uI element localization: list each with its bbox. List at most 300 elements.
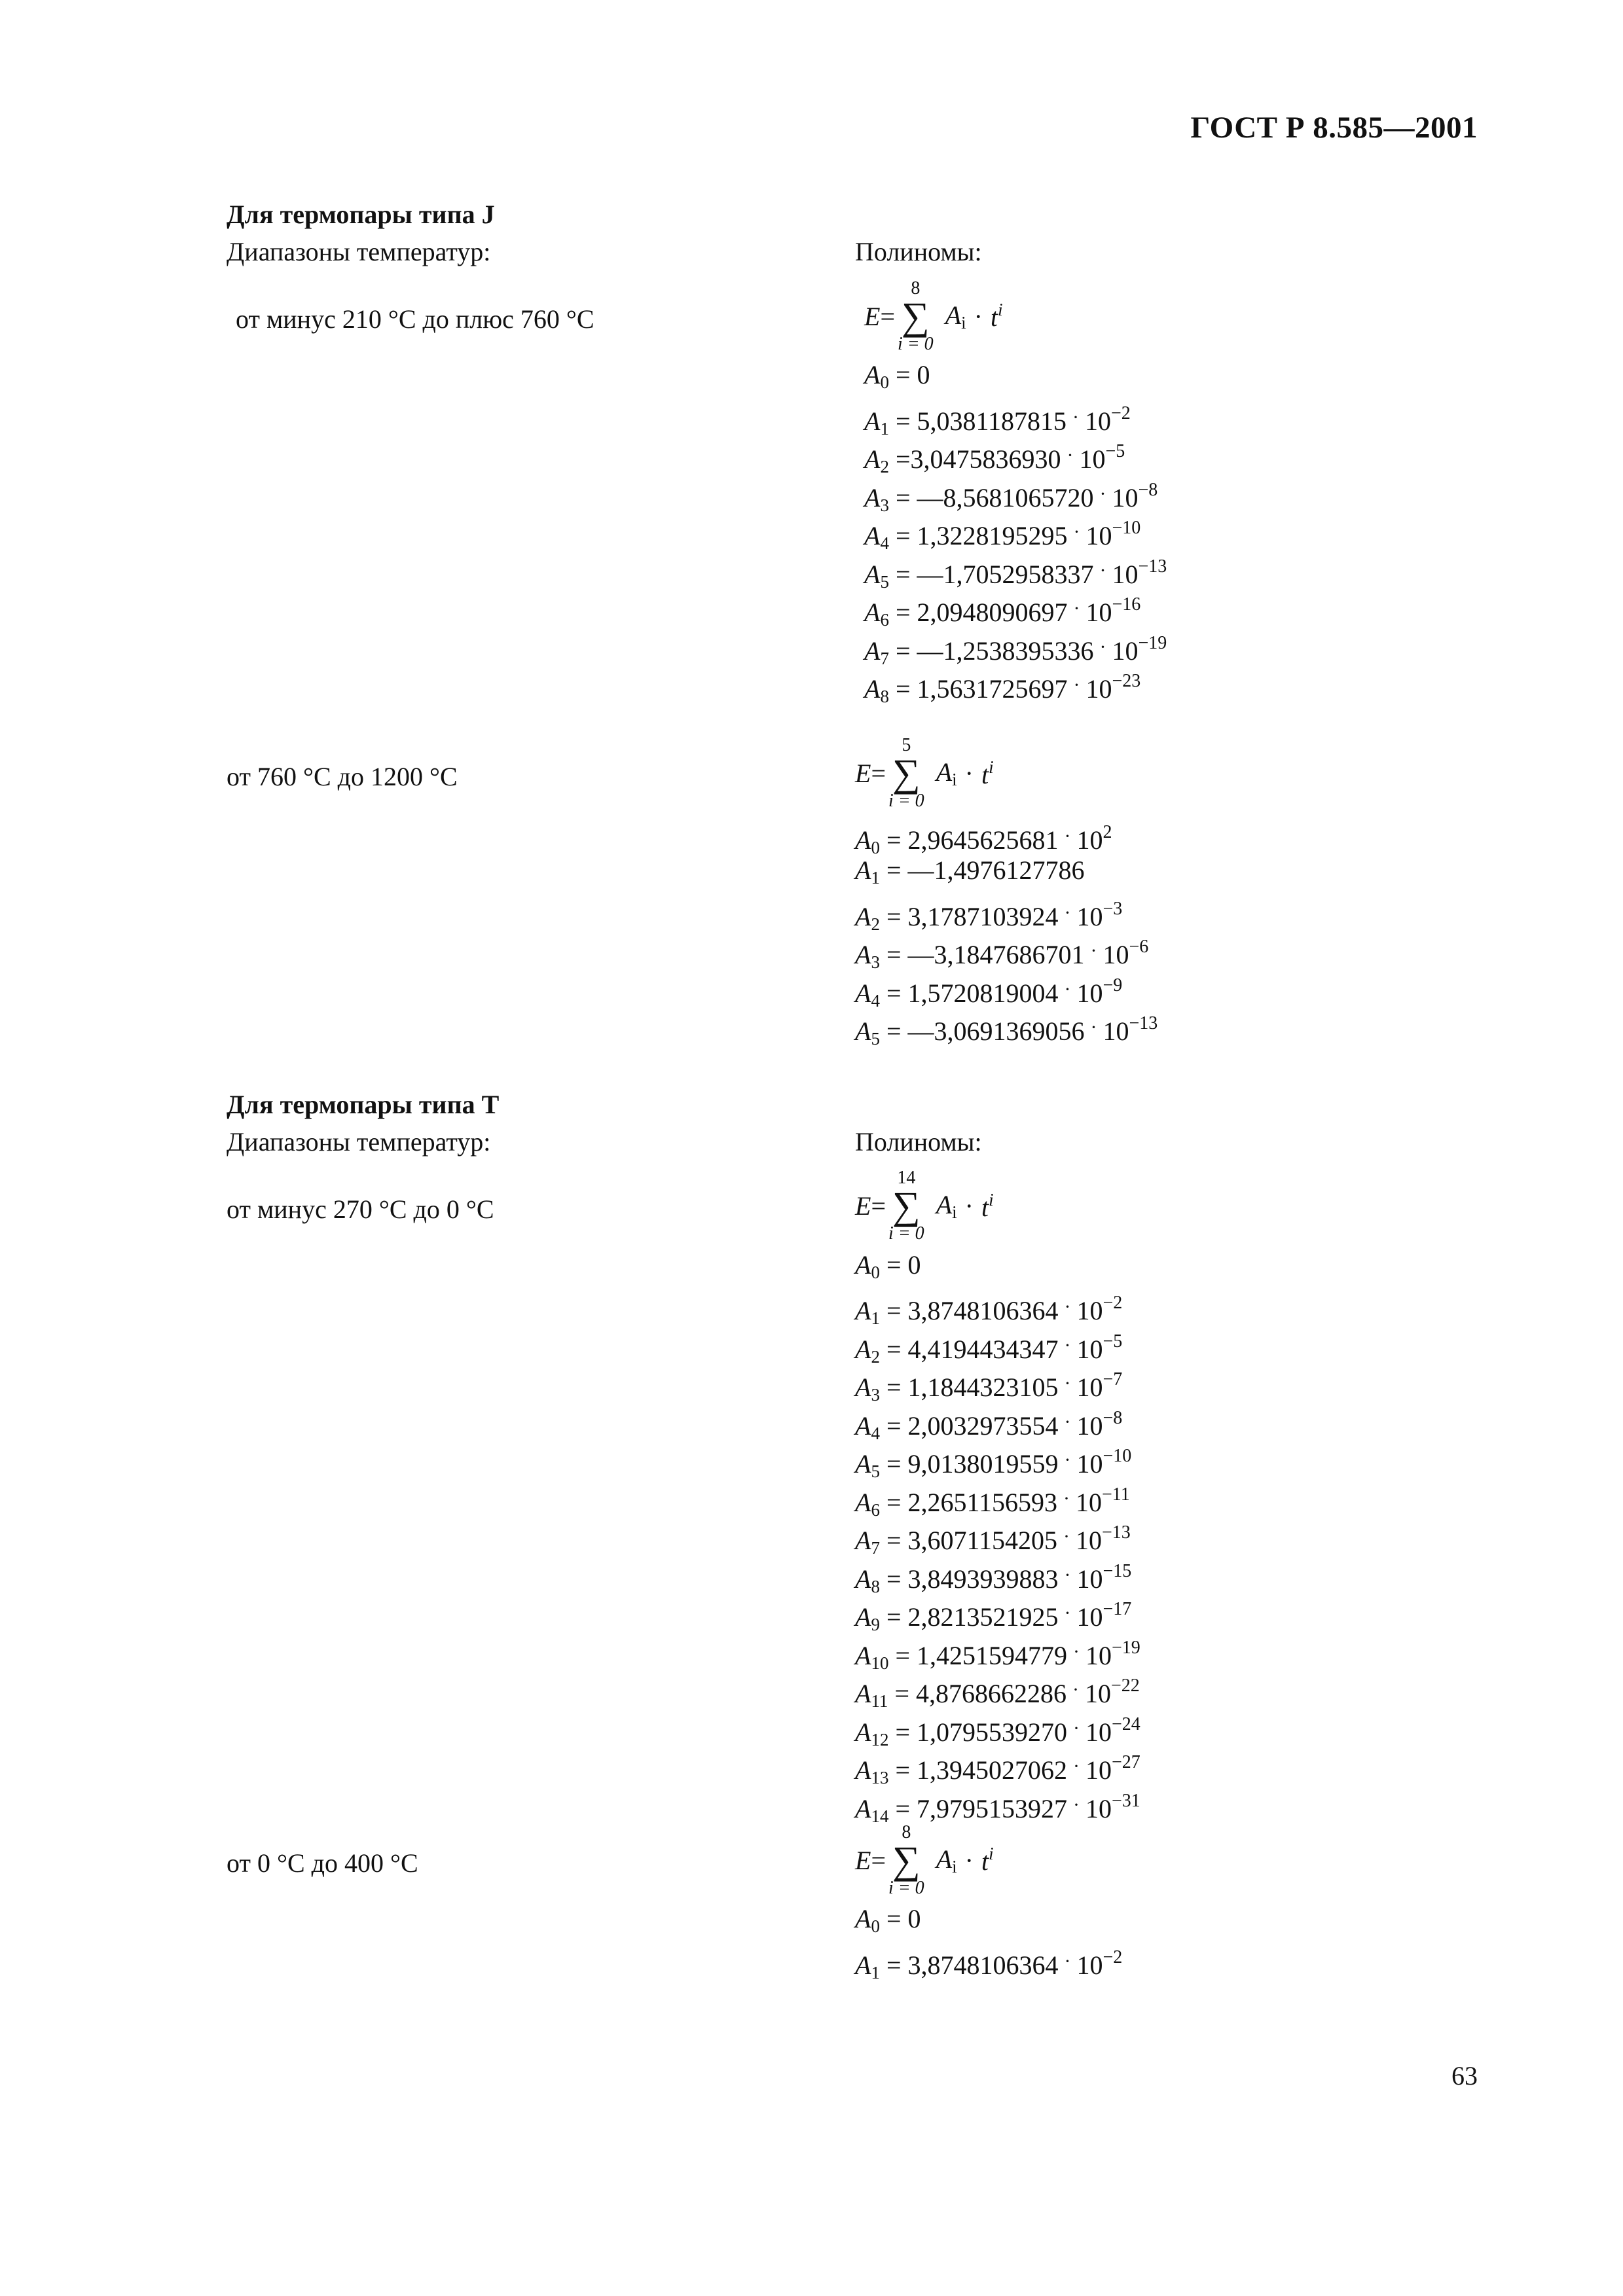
coef-equals: =	[879, 1016, 908, 1046]
section-title: Для термопары типа T	[227, 1089, 500, 1119]
coef-index: 5	[871, 1462, 880, 1481]
temperature-range-row	[227, 734, 1477, 1049]
coef-name: A	[864, 559, 881, 589]
coef-base: 10	[1076, 1296, 1103, 1325]
coef-name: A	[855, 901, 871, 931]
coef-name: A	[855, 1016, 871, 1046]
polynomial-block	[864, 276, 1477, 706]
coefficient-line	[855, 1476, 1477, 1520]
coef-index: 7	[871, 1538, 880, 1558]
coef-base: 10	[1085, 1679, 1111, 1708]
coef-multiply-dot: ·	[1064, 1602, 1071, 1624]
sigma-glyph: ∑	[901, 294, 930, 338]
term-t	[981, 1844, 994, 1876]
coef-index: 5	[871, 1029, 880, 1049]
coef-name: A	[855, 1793, 871, 1823]
coef-multiply-dot: ·	[1073, 598, 1080, 619]
coef-base: 10	[1076, 978, 1103, 1008]
sum-upper-limit: 8	[902, 1821, 911, 1842]
coef-mantissa: 1,5631725697	[917, 674, 1068, 704]
term-a	[936, 757, 957, 790]
coef-mantissa: 0	[917, 360, 930, 389]
coef-exponent: −15	[1103, 1560, 1132, 1581]
coef-base: 10	[1076, 1372, 1103, 1402]
coef-multiply-dot: ·	[1063, 1526, 1070, 1547]
coef-exponent: −31	[1112, 1790, 1140, 1811]
coef-multiply-dot: ·	[1064, 1296, 1071, 1318]
term-a-sub: i	[961, 312, 966, 332]
coef-name: A	[855, 1410, 871, 1441]
coef-multiply-dot: ·	[1073, 674, 1080, 696]
coef-equals: =	[888, 636, 917, 666]
coefficient-line	[855, 890, 1477, 934]
coefficient-line	[855, 1552, 1477, 1596]
coef-index: 7	[880, 648, 889, 668]
page-number: 63	[1451, 2061, 1478, 2090]
formula-equals: =	[880, 301, 895, 331]
coef-mantissa: 3,8748106364	[907, 1296, 1059, 1325]
sum-upper-limit: 5	[902, 735, 911, 755]
coef-name: A	[855, 1755, 871, 1785]
coef-equals: =	[879, 1249, 908, 1280]
coef-exponent: −16	[1112, 594, 1141, 615]
sum-lower-limit: i = 0	[888, 791, 924, 811]
coef-name: A	[864, 406, 881, 436]
coef-exponent: −3	[1103, 898, 1123, 919]
coef-exponent: −13	[1129, 1013, 1158, 1033]
term-t-letter: t	[990, 302, 998, 332]
coef-mantissa: 3,1787103924	[907, 901, 1059, 931]
coef-equals: =	[879, 1449, 908, 1479]
coefficient-line	[855, 1782, 1477, 1826]
coef-equals: =	[888, 1755, 917, 1785]
coef-multiply-dot: ·	[1063, 1487, 1070, 1509]
coef-index: 0	[871, 1916, 880, 1936]
coef-mantissa: 2,0948090697	[917, 598, 1068, 627]
coef-index: 4	[880, 533, 889, 553]
sigma-glyph: ∑	[892, 1838, 921, 1882]
coef-name: A	[855, 1449, 871, 1479]
term-t-sup: i	[998, 300, 1003, 319]
coef-name: A	[855, 978, 871, 1008]
coef-index: 6	[880, 610, 889, 630]
coef-multiply-dot: ·	[1099, 559, 1106, 581]
coef-mantissa: 0	[907, 1249, 921, 1280]
coefficient-line	[864, 433, 1477, 476]
coef-mantissa: 1,5720819004	[907, 978, 1059, 1008]
coef-equals: =	[879, 978, 908, 1008]
coef-multiply-dot: ·	[1073, 521, 1080, 543]
sum-upper-limit: 14	[897, 1168, 916, 1188]
coef-exponent: −19	[1112, 1637, 1140, 1658]
coef-exponent: −2	[1111, 403, 1131, 423]
coefficient-line	[855, 1361, 1477, 1405]
coef-mantissa: 7,9795153927	[917, 1793, 1067, 1823]
coef-equals: =	[888, 1793, 917, 1823]
coef-equals: =	[879, 855, 908, 885]
polynomial-formula	[864, 276, 1477, 356]
coef-equals: =	[879, 825, 908, 855]
coef-mantissa: —1,2538395336	[917, 636, 1094, 666]
coef-index: 0	[871, 837, 880, 857]
coef-exponent: −17	[1103, 1599, 1132, 1619]
coef-mantissa: —8,5681065720	[917, 482, 1094, 512]
formula-lhs: E	[855, 759, 871, 788]
coef-exponent: −22	[1111, 1676, 1140, 1696]
coef-multiply-dot: ·	[1064, 1334, 1071, 1356]
coef-equals: =	[879, 1296, 908, 1325]
coef-exponent: −19	[1138, 632, 1167, 653]
summation-icon	[888, 1169, 924, 1243]
coef-exponent: −5	[1105, 441, 1125, 461]
coef-equals: =	[888, 559, 917, 589]
coef-mantissa: 1,4251594779	[917, 1640, 1067, 1670]
coef-mantissa: 2,9645625681	[907, 825, 1059, 855]
coefficient-line	[864, 662, 1477, 706]
coef-exponent: 2	[1103, 821, 1112, 842]
column-labels-row	[227, 1123, 1477, 1161]
coef-multiply-dot: ·	[1064, 1410, 1071, 1433]
coef-base: 10	[1076, 1950, 1103, 1980]
coef-base: 10	[1112, 482, 1139, 512]
coef-index: 1	[871, 1962, 880, 1982]
coef-index: 3	[871, 1385, 880, 1405]
coef-mantissa: —3,0691369056	[907, 1016, 1085, 1046]
coef-mantissa: 2,8213521925	[907, 1602, 1059, 1632]
coefficient-line	[855, 852, 1477, 890]
coef-mantissa: 1,0795539270	[917, 1717, 1067, 1747]
coef-exponent: −23	[1112, 671, 1141, 691]
coef-base: 10	[1085, 521, 1112, 550]
coef-base: 10	[1076, 1564, 1103, 1594]
coef-mantissa: 2,2651156593	[907, 1487, 1058, 1517]
document-body	[227, 196, 1477, 1995]
term-t-letter: t	[981, 759, 989, 789]
summation-icon	[888, 1823, 924, 1897]
coef-name: A	[864, 482, 881, 512]
formula-equals: =	[871, 759, 886, 788]
coef-name: A	[855, 1950, 871, 1980]
coefficient-line	[855, 1284, 1477, 1328]
coef-base: 10	[1085, 1755, 1112, 1785]
coef-mantissa: 9,0138019559	[907, 1449, 1059, 1479]
coef-multiply-dot: ·	[1073, 1717, 1080, 1739]
coef-equals: =	[888, 360, 917, 389]
coef-mantissa: 4,8768662286	[916, 1679, 1067, 1708]
temperature-range-row	[227, 1166, 1477, 1826]
coef-index: 1	[871, 1308, 880, 1328]
coef-name: A	[855, 1640, 871, 1670]
coefficient-line	[855, 1246, 1477, 1285]
range-label: от 760 °C до 1200 °C	[227, 761, 458, 791]
coef-base: 10	[1085, 1793, 1112, 1823]
coefficient-line	[855, 1629, 1477, 1673]
coef-multiply-dot: ·	[1067, 444, 1074, 466]
coef-base: 10	[1076, 1526, 1103, 1555]
coef-equals: =	[879, 1904, 908, 1933]
summation-icon	[898, 279, 934, 353]
coef-equals: =	[879, 1602, 908, 1632]
coef-name: A	[864, 674, 881, 704]
coef-base: 10	[1085, 1640, 1112, 1670]
temperature-range-row	[227, 1820, 1477, 1982]
coef-multiply-dot: ·	[1064, 1372, 1071, 1394]
coef-index: 8	[871, 1576, 880, 1596]
coef-base: 10	[1076, 1334, 1103, 1364]
coefficient-line	[864, 509, 1477, 553]
coef-mantissa: 1,3945027062	[917, 1755, 1067, 1785]
formula-dot: ·	[974, 301, 983, 331]
thermocouple-section	[227, 196, 1477, 1049]
coefficient-line	[864, 624, 1477, 668]
coef-exponent: −7	[1103, 1369, 1123, 1390]
coef-index: 6	[871, 1499, 880, 1520]
coefficient-line	[855, 1399, 1477, 1443]
term-a-letter: A	[936, 1190, 953, 1219]
coefficient-line	[864, 586, 1477, 630]
coef-base: 10	[1085, 598, 1112, 627]
coef-equals: =	[888, 521, 917, 550]
coef-index: 1	[880, 418, 889, 439]
coef-multiply-dot: ·	[1072, 406, 1080, 428]
coef-name: A	[864, 598, 881, 627]
coef-mantissa: 3,0475836930	[910, 444, 1061, 474]
coef-equals: =	[888, 598, 917, 627]
coef-equals: =	[879, 1372, 908, 1402]
coefficient-line	[855, 1667, 1477, 1711]
coef-multiply-dot: ·	[1073, 1640, 1080, 1662]
coef-mantissa: 1,3228195295	[917, 521, 1068, 550]
coef-base: 10	[1076, 1410, 1103, 1441]
coef-equals: =	[888, 1679, 916, 1708]
coefficient-line	[864, 356, 1477, 395]
formula-lhs: E	[864, 301, 881, 331]
term-t-sup: i	[989, 757, 994, 777]
coef-name: A	[855, 1372, 871, 1402]
coef-equals: =	[879, 1487, 908, 1517]
term-t-letter: t	[981, 1192, 989, 1222]
coefficient-line	[855, 1900, 1477, 1939]
polynomials-label: Полиномы:	[855, 237, 982, 266]
term-t-letter: t	[981, 1846, 989, 1876]
ranges-label: Диапазоны температур:	[227, 1126, 491, 1157]
coefficient-line	[855, 1005, 1477, 1049]
coef-equals: =	[888, 674, 917, 704]
coef-name: A	[855, 825, 871, 855]
term-a-letter: A	[936, 1844, 953, 1874]
coef-exponent: −9	[1103, 975, 1123, 996]
coef-multiply-dot: ·	[1064, 1950, 1071, 1972]
coef-multiply-dot: ·	[1064, 978, 1071, 1000]
term-a-sub: i	[952, 1202, 957, 1222]
document-header: ГОСТ Р 8.585—2001	[1190, 111, 1478, 145]
coef-mantissa: 2,0032973554	[907, 1410, 1059, 1441]
coef-index: 10	[871, 1653, 889, 1673]
formula-dot: ·	[964, 1191, 974, 1221]
coef-base: 10	[1079, 444, 1106, 474]
formula-dot: ·	[964, 1845, 974, 1875]
polynomial-formula	[855, 1166, 1477, 1246]
term-t	[981, 1190, 994, 1223]
coefficient-line	[855, 814, 1477, 857]
thermocouple-section	[227, 1086, 1477, 1982]
coef-multiply-dot: ·	[1064, 1564, 1071, 1586]
coef-base: 10	[1112, 636, 1139, 666]
coef-exponent: −11	[1102, 1484, 1130, 1505]
coefficient-line	[864, 471, 1477, 515]
coef-mantissa: 1,1844323105	[907, 1372, 1059, 1402]
coef-multiply-dot: ·	[1072, 1679, 1079, 1700]
coef-exponent: −13	[1138, 556, 1167, 577]
temperature-range-row	[227, 276, 1477, 706]
coef-mantissa: 5,0381187815	[917, 406, 1067, 436]
coef-base: 10	[1085, 1717, 1112, 1747]
coef-exponent: −10	[1103, 1446, 1132, 1466]
coef-mantissa: 3,8748106364	[907, 1950, 1059, 1980]
coef-index: 0	[871, 1262, 880, 1282]
coef-name: A	[855, 1296, 871, 1325]
term-a-letter: A	[945, 300, 962, 330]
coef-index: 1	[871, 868, 880, 888]
coef-index: 8	[880, 687, 889, 706]
coefficient-line	[855, 1706, 1477, 1749]
coef-index: 2	[871, 914, 880, 934]
coef-mantissa: 4,4194434347	[907, 1334, 1059, 1364]
coef-exponent: −2	[1103, 1293, 1123, 1313]
polynomial-block	[855, 1820, 1477, 1982]
term-a	[936, 1844, 957, 1877]
coef-index: 12	[871, 1729, 889, 1749]
coef-name: A	[864, 444, 881, 474]
coef-name: A	[855, 1249, 871, 1280]
coef-name: A	[864, 360, 881, 389]
coef-exponent: −10	[1112, 518, 1141, 538]
coef-name: A	[855, 1679, 871, 1708]
coef-equals: =	[879, 1334, 908, 1364]
polynomial-block	[855, 734, 1477, 1049]
coef-mantissa: —3,1847686701	[907, 940, 1085, 969]
coef-index: 4	[871, 1423, 880, 1443]
sum-lower-limit: i = 0	[888, 1223, 924, 1244]
coef-exponent: −13	[1102, 1522, 1131, 1543]
coef-equals: =	[879, 1564, 908, 1594]
polynomials-label: Полиномы:	[855, 1126, 982, 1157]
coef-equals: =	[879, 1526, 908, 1555]
coef-equals: =	[879, 940, 908, 969]
coef-exponent: −8	[1138, 479, 1158, 500]
coef-multiply-dot: ·	[1064, 1449, 1071, 1471]
coef-base: 10	[1112, 559, 1139, 589]
coef-exponent: −2	[1103, 1946, 1123, 1967]
coef-exponent: −6	[1129, 937, 1149, 957]
coef-index: 11	[871, 1691, 888, 1711]
coef-equals: =	[888, 406, 917, 436]
coef-name: A	[864, 636, 881, 666]
sigma-glyph: ∑	[892, 751, 921, 795]
range-label: от 0 °C до 400 °C	[227, 1848, 418, 1878]
polynomial-block	[855, 1166, 1477, 1826]
coef-mantissa: 0	[907, 1904, 921, 1933]
coef-name: A	[855, 940, 871, 969]
coef-multiply-dot: ·	[1099, 636, 1106, 658]
coef-mantissa: —1,7052958337	[917, 559, 1094, 589]
coef-base: 10	[1076, 1487, 1103, 1517]
coef-base: 10	[1076, 901, 1103, 931]
coef-multiply-dot: ·	[1099, 482, 1106, 505]
range-label: от минус 210 °C до плюс 760 °C	[236, 304, 594, 334]
coef-base: 10	[1085, 406, 1112, 436]
coef-multiply-dot: ·	[1073, 1755, 1080, 1777]
sum-lower-limit: i = 0	[888, 1877, 924, 1898]
coef-exponent: −24	[1112, 1713, 1140, 1734]
ranges-label: Диапазоны температур:	[227, 237, 491, 266]
coef-mantissa: 3,8493939883	[907, 1564, 1059, 1594]
formula-equals: =	[871, 1191, 886, 1221]
coefficient-line	[855, 1437, 1477, 1481]
coef-index: 4	[871, 990, 880, 1011]
formula-dot: ·	[964, 759, 974, 788]
coef-index: 2	[880, 457, 889, 476]
coef-multiply-dot: ·	[1073, 1793, 1080, 1816]
coef-name: A	[855, 1334, 871, 1364]
coef-base: 10	[1085, 674, 1112, 704]
coef-index: 5	[880, 571, 889, 592]
coefficient-line	[855, 1590, 1477, 1634]
coefficient-line	[855, 1514, 1477, 1558]
coef-name: A	[855, 1487, 871, 1517]
coef-base: 10	[1103, 1016, 1129, 1046]
coef-exponent: −8	[1103, 1407, 1123, 1428]
coef-index: 14	[871, 1806, 889, 1826]
section-title: Для термопары типа J	[227, 200, 495, 229]
term-a-letter: A	[936, 757, 953, 787]
coef-name: A	[855, 1602, 871, 1632]
coef-index: 3	[871, 952, 880, 972]
coef-exponent: −5	[1103, 1331, 1123, 1352]
coef-equals: =	[888, 444, 911, 474]
coef-name: A	[864, 521, 881, 550]
coef-exponent: −27	[1112, 1752, 1140, 1772]
coef-index: 13	[871, 1768, 889, 1787]
term-t	[991, 300, 1003, 332]
coef-multiply-dot: ·	[1090, 1016, 1097, 1038]
coef-equals: =	[879, 1950, 908, 1980]
coef-name: A	[855, 1564, 871, 1594]
coef-index: 3	[880, 495, 889, 515]
coefficient-line	[855, 967, 1477, 1011]
term-t-sup: i	[989, 1844, 994, 1863]
term-t-sup: i	[989, 1189, 994, 1210]
coef-multiply-dot: ·	[1090, 940, 1097, 961]
term-a	[936, 1189, 957, 1223]
coefficient-line	[855, 1323, 1477, 1367]
coef-equals: =	[879, 901, 908, 931]
coef-mantissa: —1,4976127786	[907, 855, 1085, 885]
coef-multiply-dot: ·	[1064, 825, 1071, 847]
term-t	[981, 757, 994, 790]
sum-upper-limit: 8	[911, 278, 921, 298]
formula-lhs: E	[855, 1845, 871, 1875]
coefficient-line	[864, 395, 1477, 439]
coefficient-line	[855, 1939, 1477, 1982]
coefficient-line	[855, 928, 1477, 972]
coef-index: 9	[871, 1615, 880, 1634]
coef-name: A	[855, 1717, 871, 1747]
coef-equals: =	[888, 1640, 917, 1670]
column-labels-row	[227, 233, 1477, 271]
coef-equals: =	[888, 1717, 917, 1747]
range-label: от минус 270 °C до 0 °C	[227, 1194, 494, 1224]
